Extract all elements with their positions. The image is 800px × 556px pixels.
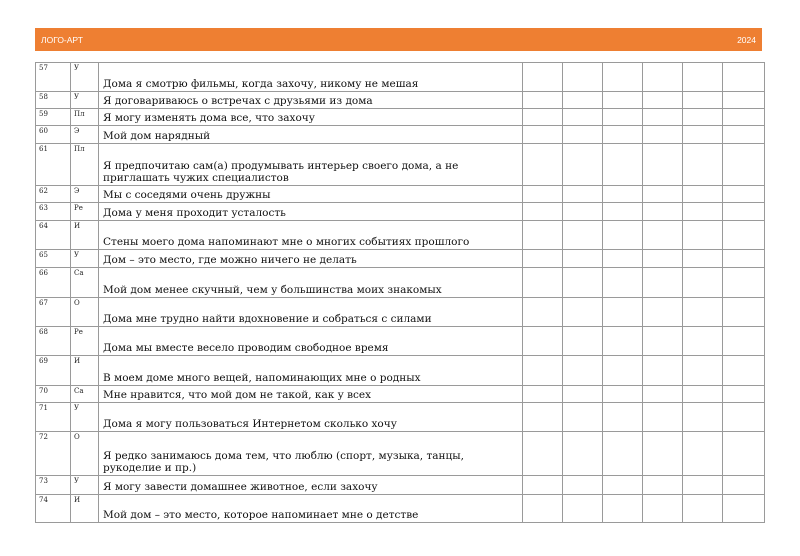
item-statement: Я договариваюсь о встречах с друзьями из дома	[99, 92, 523, 109]
answer-cell[interactable]	[643, 109, 683, 126]
answer-cell[interactable]	[523, 109, 563, 126]
answer-cell[interactable]	[683, 403, 723, 432]
answer-cell[interactable]	[723, 476, 765, 495]
answer-cell[interactable]	[603, 268, 643, 298]
answer-cell[interactable]	[523, 476, 563, 495]
answer-cell[interactable]	[603, 432, 643, 476]
answer-cell[interactable]	[643, 250, 683, 268]
answer-cell[interactable]	[643, 356, 683, 386]
answer-cell[interactable]	[523, 126, 563, 144]
answer-cell[interactable]	[563, 203, 603, 221]
answer-cell[interactable]	[603, 476, 643, 495]
table-row	[36, 268, 765, 298]
table-row	[36, 92, 765, 109]
answer-cell[interactable]	[563, 92, 603, 109]
answer-cell[interactable]	[683, 432, 723, 476]
answer-cell[interactable]	[683, 298, 723, 327]
item-statement: Я редко занимаюсь дома тем, что люблю (спорт, музыка, танцы, рукоделие и пр.)	[99, 432, 523, 476]
answer-cell[interactable]	[643, 432, 683, 476]
table-row	[36, 298, 765, 327]
answer-cell[interactable]	[683, 126, 723, 144]
answer-cell[interactable]	[723, 250, 765, 268]
header-bar	[35, 28, 762, 51]
header-logo-text: ЛОГО-АРТ	[41, 34, 83, 45]
table-row	[36, 386, 765, 403]
answer-cell[interactable]	[563, 432, 603, 476]
answer-cell[interactable]	[563, 109, 603, 126]
answer-cell[interactable]	[563, 403, 603, 432]
item-scale-code: О	[71, 298, 99, 327]
item-statement: Дома мне трудно найти вдохновение и собраться с силами	[99, 298, 523, 327]
answer-cell[interactable]	[683, 109, 723, 126]
item-scale-code: Са	[71, 386, 99, 403]
answer-cell[interactable]	[643, 386, 683, 403]
answer-cell[interactable]	[723, 268, 765, 298]
answer-cell[interactable]	[563, 63, 603, 92]
item-statement: Я могу изменять дома все, что захочу	[99, 109, 523, 126]
item-statement: Дома я смотрю фильмы, когда захочу, никому не мешая	[99, 63, 523, 92]
answer-cell[interactable]	[683, 495, 723, 523]
item-number: 63	[36, 203, 71, 221]
answer-cell[interactable]	[603, 186, 643, 203]
answer-cell[interactable]	[603, 386, 643, 403]
item-scale-code: У	[71, 403, 99, 432]
item-scale-code: Са	[71, 268, 99, 298]
item-number: 67	[36, 298, 71, 327]
answer-cell[interactable]	[643, 327, 683, 356]
answer-cell[interactable]	[643, 403, 683, 432]
item-statement: Я могу завести домашнее животное, если захочу	[99, 476, 523, 495]
answer-cell[interactable]	[603, 144, 643, 186]
table-row	[36, 476, 765, 495]
answer-cell[interactable]	[683, 386, 723, 403]
item-number: 69	[36, 356, 71, 386]
item-statement: Мне нравится, что мой дом не такой, как у всех	[99, 386, 523, 403]
item-scale-code: У	[71, 63, 99, 92]
item-statement: Дома у меня проходит усталость	[99, 203, 523, 221]
answer-cell[interactable]	[603, 126, 643, 144]
answer-cell[interactable]	[603, 356, 643, 386]
item-statement: Мой дом нарядный	[99, 126, 523, 144]
table-row	[36, 63, 765, 92]
answer-cell[interactable]	[643, 63, 683, 92]
item-scale-code: И	[71, 356, 99, 386]
answer-cell[interactable]	[723, 495, 765, 523]
table-row	[36, 109, 765, 126]
table-row	[36, 356, 765, 386]
answer-cell[interactable]	[683, 250, 723, 268]
item-scale-code: И	[71, 221, 99, 250]
item-number: 72	[36, 432, 71, 476]
answer-cell[interactable]	[643, 126, 683, 144]
answer-cell[interactable]	[683, 92, 723, 109]
item-number: 68	[36, 327, 71, 356]
answer-cell[interactable]	[603, 203, 643, 221]
item-scale-code: У	[71, 476, 99, 495]
item-statement: Мой дом – это место, которое напоминает мне о детстве	[99, 495, 523, 523]
answer-cell[interactable]	[523, 186, 563, 203]
answer-cell[interactable]	[723, 144, 765, 186]
answer-cell[interactable]	[523, 63, 563, 92]
answer-cell[interactable]	[603, 495, 643, 523]
answer-cell[interactable]	[603, 327, 643, 356]
table-row	[36, 221, 765, 250]
item-statement: В моем доме много вещей, напоминающих мне о родных	[99, 356, 523, 386]
answer-cell[interactable]	[523, 327, 563, 356]
answer-cell[interactable]	[563, 250, 603, 268]
answer-cell[interactable]	[563, 221, 603, 250]
answer-cell[interactable]	[683, 268, 723, 298]
answer-cell[interactable]	[523, 495, 563, 523]
item-number: 64	[36, 221, 71, 250]
answer-cell[interactable]	[723, 126, 765, 144]
answer-cell[interactable]	[603, 403, 643, 432]
answer-cell[interactable]	[723, 186, 765, 203]
item-number: 70	[36, 386, 71, 403]
answer-cell[interactable]	[723, 109, 765, 126]
answer-cell[interactable]	[603, 298, 643, 327]
item-number: 73	[36, 476, 71, 495]
answer-cell[interactable]	[683, 327, 723, 356]
answer-cell[interactable]	[563, 268, 603, 298]
answer-cell[interactable]	[523, 298, 563, 327]
item-statement: Мой дом менее скучный, чем у большинства моих знакомых	[99, 268, 523, 298]
answer-cell[interactable]	[683, 186, 723, 203]
answer-cell[interactable]	[523, 268, 563, 298]
answer-cell[interactable]	[523, 250, 563, 268]
table-row	[36, 327, 765, 356]
table-row	[36, 126, 765, 144]
table-row	[36, 495, 765, 523]
answer-cell[interactable]	[723, 432, 765, 476]
answer-cell[interactable]	[563, 327, 603, 356]
answer-cell[interactable]	[643, 268, 683, 298]
item-scale-code: У	[71, 92, 99, 109]
answer-cell[interactable]	[523, 203, 563, 221]
header-year: 2024	[737, 34, 756, 45]
table-row	[36, 203, 765, 221]
answer-cell[interactable]	[643, 144, 683, 186]
answer-cell[interactable]	[603, 92, 643, 109]
item-statement: Стены моего дома напоминают мне о многих событиях прошлого	[99, 221, 523, 250]
item-number: 57	[36, 63, 71, 92]
table-row	[36, 403, 765, 432]
answer-cell[interactable]	[643, 495, 683, 523]
item-number: 60	[36, 126, 71, 144]
answer-cell[interactable]	[523, 356, 563, 386]
item-statement: Я предпочитаю сам(а) продумывать интерьер своего дома, а не приглашать чужих специалистов	[99, 144, 523, 186]
item-number: 66	[36, 268, 71, 298]
answer-cell[interactable]	[723, 92, 765, 109]
answer-cell[interactable]	[603, 250, 643, 268]
answer-cell[interactable]	[563, 386, 603, 403]
table-row	[36, 186, 765, 203]
table-row	[36, 144, 765, 186]
item-scale-code: О	[71, 432, 99, 476]
item-statement: Дома я могу пользоваться Интернетом сколько хочу	[99, 403, 523, 432]
item-number: 59	[36, 109, 71, 126]
item-statement: Дом – это место, где можно ничего не делать	[99, 250, 523, 268]
answer-cell[interactable]	[523, 144, 563, 186]
answer-cell[interactable]	[683, 63, 723, 92]
item-statement: Дома мы вместе весело проводим свободное время	[99, 327, 523, 356]
answer-cell[interactable]	[523, 221, 563, 250]
answer-cell[interactable]	[603, 63, 643, 92]
item-number: 71	[36, 403, 71, 432]
answer-cell[interactable]	[723, 403, 765, 432]
item-number: 65	[36, 250, 71, 268]
answer-cell[interactable]	[523, 386, 563, 403]
item-number: 61	[36, 144, 71, 186]
answer-cell[interactable]	[683, 144, 723, 186]
item-number: 58	[36, 92, 71, 109]
item-scale-code: Ре	[71, 327, 99, 356]
answer-cell[interactable]	[723, 298, 765, 327]
item-scale-code: У	[71, 250, 99, 268]
item-scale-code: Ре	[71, 203, 99, 221]
answer-cell[interactable]	[563, 186, 603, 203]
answer-cell[interactable]	[723, 386, 765, 403]
answer-cell[interactable]	[683, 221, 723, 250]
item-scale-code: Пл	[71, 144, 99, 186]
answer-cell[interactable]	[563, 356, 603, 386]
item-scale-code: Пл	[71, 109, 99, 126]
answer-cell[interactable]	[643, 203, 683, 221]
item-statement: Мы с соседями очень дружны	[99, 186, 523, 203]
answer-cell[interactable]	[523, 92, 563, 109]
table-row	[36, 250, 765, 268]
answer-cell[interactable]	[563, 126, 603, 144]
answer-cell[interactable]	[723, 221, 765, 250]
item-scale-code: И	[71, 495, 99, 523]
answer-cell[interactable]	[643, 221, 683, 250]
answer-cell[interactable]	[643, 298, 683, 327]
questionnaire-table	[35, 62, 765, 523]
item-number: 62	[36, 186, 71, 203]
answer-cell[interactable]	[563, 476, 603, 495]
answer-cell[interactable]	[523, 432, 563, 476]
answer-cell[interactable]	[683, 476, 723, 495]
table-row	[36, 432, 765, 476]
answer-cell[interactable]	[523, 403, 563, 432]
answer-cell[interactable]	[683, 356, 723, 386]
answer-cell[interactable]	[603, 221, 643, 250]
answer-cell[interactable]	[723, 63, 765, 92]
answer-cell[interactable]	[643, 476, 683, 495]
answer-cell[interactable]	[563, 495, 603, 523]
answer-cell[interactable]	[603, 109, 643, 126]
answer-cell[interactable]	[723, 356, 765, 386]
answer-cell[interactable]	[563, 144, 603, 186]
answer-cell[interactable]	[723, 327, 765, 356]
answer-cell[interactable]	[683, 203, 723, 221]
answer-cell[interactable]	[563, 298, 603, 327]
item-scale-code: Э	[71, 186, 99, 203]
answer-cell[interactable]	[723, 203, 765, 221]
item-number: 74	[36, 495, 71, 523]
answer-cell[interactable]	[643, 92, 683, 109]
answer-cell[interactable]	[643, 186, 683, 203]
item-scale-code: Э	[71, 126, 99, 144]
